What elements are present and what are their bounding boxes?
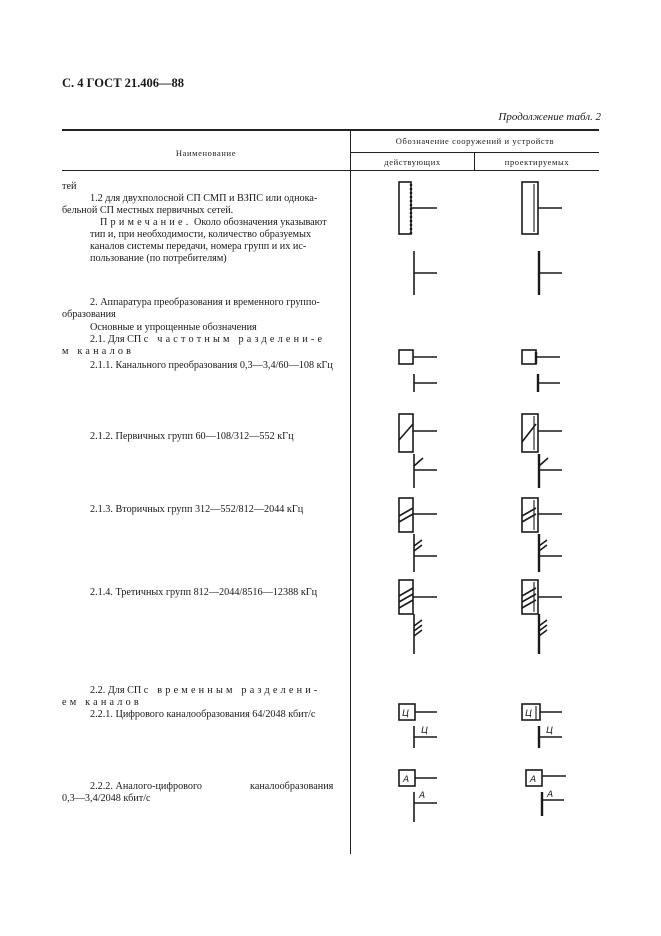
symbol-1-2-planned xyxy=(518,178,568,298)
section-2-1-prefix: 2.1. Для СП xyxy=(90,334,142,345)
name-column-divider xyxy=(350,130,351,854)
symbol-2-1-3-existing xyxy=(395,494,445,574)
symbol-2-1-1-planned xyxy=(518,346,568,396)
header-bottom-rule xyxy=(62,170,599,171)
symbol-2-1-4-existing xyxy=(395,576,445,656)
section-2-1-spaced: с частотным разделени-е xyxy=(143,334,326,345)
note-line-3: каналов системы передачи, номера групп и их ис- xyxy=(90,241,307,252)
analog-letter-existing-simplified: А xyxy=(419,791,426,801)
symbol-2-1-2-planned xyxy=(518,410,568,490)
table-continuation-label: Продолжение табл. 2 xyxy=(498,111,601,123)
row-2-2-2-line-1 xyxy=(90,781,333,793)
digital-letter-planned-simplified: Ц xyxy=(546,726,553,736)
note-word: Примечание. xyxy=(100,217,192,228)
symbol-2-2-2-planned xyxy=(518,766,568,826)
row-2-2-2-b: каналообразования xyxy=(250,781,334,792)
row-2-1-3: 2.1.3. Вторичных групп 312—552/812—2044 кГц xyxy=(90,504,304,515)
section-2-1-line-2: м каналов xyxy=(62,346,135,357)
table-top-rule xyxy=(62,129,599,131)
section-2-2-line-2: ем каналов xyxy=(62,697,142,708)
symbol-2-1-1-existing xyxy=(395,346,445,396)
section-2-1-line-1 xyxy=(90,334,325,346)
digital-letter-existing-simplified: Ц xyxy=(421,726,428,736)
symbol-1-2-existing xyxy=(395,178,445,298)
symbol-2-1-3-planned xyxy=(518,494,568,574)
column-header-designation: Обозначение сооружений и устройств xyxy=(395,136,555,146)
section-2-2-spaced: с временным разделени- xyxy=(143,685,321,696)
row-2-1-2: 2.1.2. Первичных групп 60—108/312—552 кГц xyxy=(90,431,294,442)
analog-letter-planned: А xyxy=(530,775,537,785)
row-2-1-1: 2.1.1. Канального преобразования 0,3—3,4/60—108 кГц xyxy=(90,360,333,371)
column-header-existing: действующих xyxy=(384,157,441,167)
symbol-2-2-1-planned xyxy=(518,700,568,750)
symbol-2-2-1-existing xyxy=(395,700,445,750)
row-2-1-4: 2.1.4. Третичных групп 812—2044/8516—12388 кГц xyxy=(90,587,318,598)
row-1-2-line-2: бельной СП местных первичных сетей. xyxy=(62,205,234,216)
section-2-2-line-1 xyxy=(90,685,320,697)
row-text-continuation: тей xyxy=(62,181,77,192)
section-2-subtitle: Основные и упрощенные обозначения xyxy=(90,322,257,333)
note-line-4: пользование (по потребителям) xyxy=(90,253,227,264)
symbol-2-1-2-existing xyxy=(395,410,445,490)
note-rest: Около обозначения указывают xyxy=(191,217,327,228)
section-2-2-prefix: 2.2. Для СП xyxy=(90,685,142,696)
symbol-2-1-4-planned xyxy=(518,576,568,656)
row-2-2-2-a: 2.2.2. Аналого-цифрового xyxy=(90,781,203,792)
column-header-name: Наименование xyxy=(175,148,237,158)
analog-letter-existing: А xyxy=(403,775,410,785)
column-header-planned: проектируемых xyxy=(504,157,570,167)
digital-letter-existing: Ц xyxy=(402,709,409,719)
header-mid-rule xyxy=(351,152,599,153)
section-2-line-1: 2. Аппаратура преобразования и временного группо- xyxy=(90,297,320,308)
digital-letter-planned: Ц xyxy=(525,709,532,719)
symbol-2-2-2-existing xyxy=(395,766,445,826)
analog-letter-planned-simplified: А xyxy=(547,790,554,800)
note-line-2: тип и, при необходимости, количество образуемых xyxy=(90,229,312,240)
page-reference: С. 4 ГОСТ 21.406—88 xyxy=(62,76,185,90)
row-2-2-2-line-2: 0,3—3,4/2048 кбит/с xyxy=(62,793,151,804)
section-2-line-2: образования xyxy=(62,309,116,320)
row-1-2-line-1: 1.2 для двухполосной СП СМП и ВЗПС или однока- xyxy=(90,193,318,204)
note-first-line xyxy=(100,217,327,229)
row-2-2-1: 2.2.1. Цифрового каналообразования 64/2048 кбит/с xyxy=(90,709,316,720)
